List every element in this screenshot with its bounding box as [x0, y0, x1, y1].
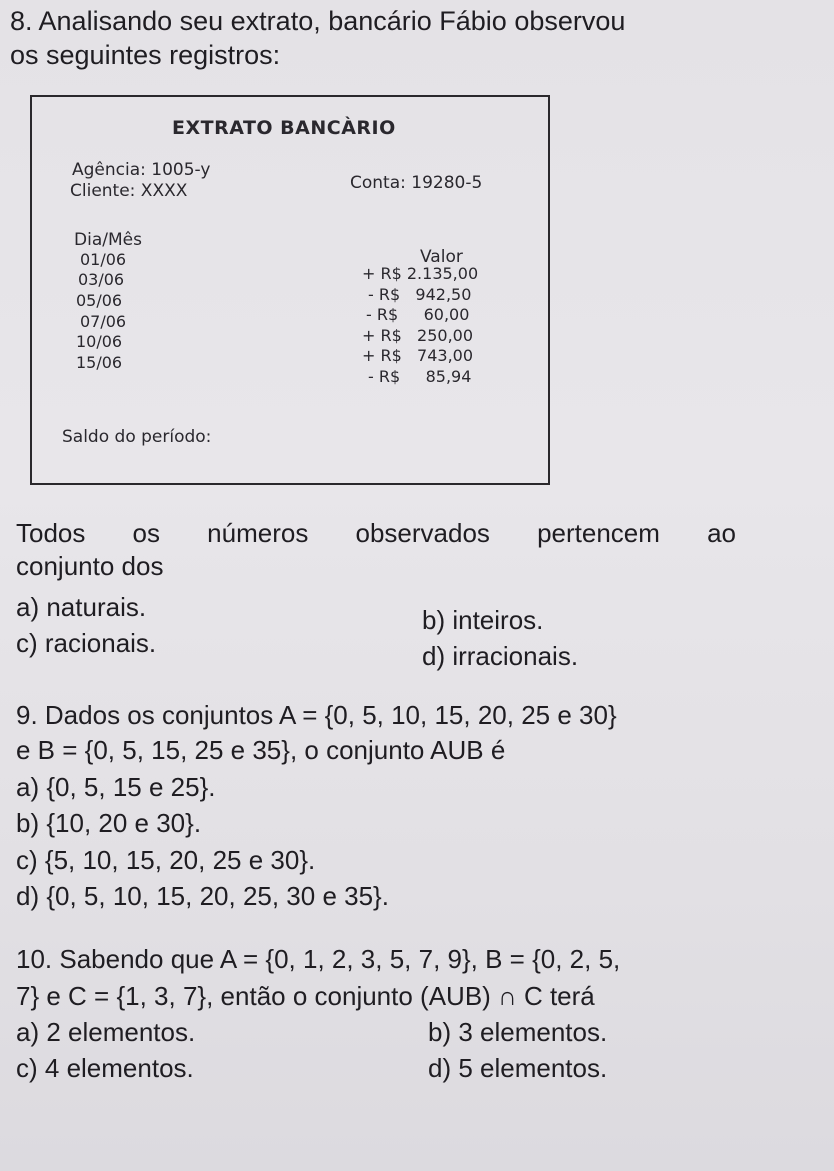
q8-option-d: d) irracionais. [422, 641, 579, 671]
q9-option-c: c) {5, 10, 15, 20, 25 e 30}. [16, 845, 316, 875]
value-cell: + R$ 2.135,00 [362, 264, 479, 283]
account-text: Conta: 19280-5 [350, 173, 483, 193]
q8-line1: 8. Analisando seu extrato, bancário Fábio observou [10, 6, 626, 36]
bank-statement-box [30, 95, 550, 485]
q8-option-b: b) inteiros. [422, 605, 544, 635]
q10-option-d: d) 5 elementos. [428, 1053, 608, 1083]
agency-text: Agência: 1005-y [72, 160, 211, 180]
q9-line2: e B = {0, 5, 15, 25 e 35}, o conjunto AUB é [16, 735, 506, 765]
q8-line2: os seguintes registros: [10, 40, 281, 70]
client-text: Cliente: XXXX [70, 181, 188, 201]
q10-line1: 10. Sabendo que A = {0, 1, 2, 3, 5, 7, 9}, B = {0, 2, 5, [16, 944, 621, 974]
q9-option-b: b) {10, 20 e 30}. [16, 808, 202, 838]
q9-line1: 9. Dados os conjuntos A = {0, 5, 10, 15, 20, 25 e 30} [16, 700, 617, 730]
q10-option-b: b) 3 elementos. [428, 1017, 608, 1047]
q9-option-d: d) {0, 5, 10, 15, 20, 25, 30 e 35}. [16, 881, 389, 911]
q10-option-a: a) 2 elementos. [16, 1017, 196, 1047]
q8-option-c: c) racionais. [16, 628, 157, 658]
value-cell: - R$ 85,94 [368, 367, 472, 386]
value-cell: + R$ 250,00 [362, 326, 474, 345]
statement-title: EXTRATO BANCÀRIO [172, 117, 396, 139]
date-cell: 01/06 [80, 250, 127, 269]
date-cell: 05/06 [76, 291, 123, 310]
date-column-header: Dia/Mês [74, 230, 142, 250]
q8-stem-line1: Todos os números observados pertencem ao [16, 518, 736, 548]
date-cell: 15/06 [76, 353, 123, 372]
q10-line2: 7} e C = {1, 3, 7}, então o conjunto (AUB) ∩ C terá [16, 981, 595, 1011]
value-cell: + R$ 743,00 [362, 346, 474, 365]
q9-option-a: a) {0, 5, 15 e 25}. [16, 772, 216, 802]
date-cell: 10/06 [76, 332, 123, 351]
date-cell: 03/06 [78, 270, 125, 289]
q8-option-a: a) naturais. [16, 592, 147, 622]
q10-option-c: c) 4 elementos. [16, 1053, 194, 1083]
value-cell: - R$ 60,00 [366, 305, 470, 324]
period-balance-label: Saldo do período: [62, 427, 212, 447]
date-cell: 07/06 [80, 312, 127, 331]
value-cell: - R$ 942,50 [368, 285, 472, 304]
q8-stem-line2: conjunto dos [16, 551, 164, 581]
value-column-header: Valor [420, 247, 463, 267]
